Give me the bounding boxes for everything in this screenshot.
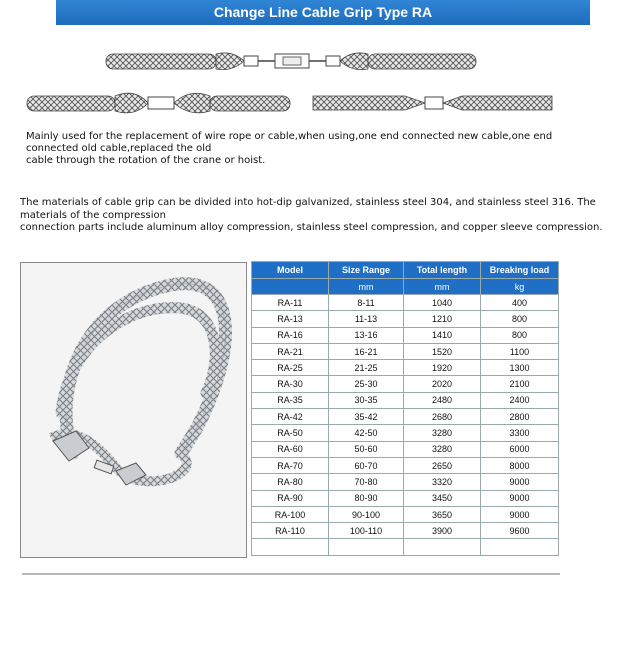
table-row: RA-13 11-13 1210 800 — [252, 311, 559, 327]
table-row: RA-25 21-25 1920 1300 — [252, 360, 559, 376]
table-row: RA-110 100-110 3900 9600 — [252, 523, 559, 539]
col-header-model: Model — [252, 262, 329, 279]
table-row: RA-70 60-70 2650 8000 — [252, 457, 559, 473]
table-row: RA-100 90-100 3650 9000 — [252, 506, 559, 522]
usage-description: Mainly used for the replacement of wire rope or cable,when using,one end connected new cable,one end connected old cable,replaced the old cable through the rotation of the crane or hoist. — [26, 131, 553, 166]
col-header-size-range: Size Range — [329, 262, 404, 279]
table-units-row: mm mm kg — [252, 279, 559, 295]
table-row: RA-11 8-11 1040 400 — [252, 295, 559, 311]
page-title: Change Line Cable Grip Type RA — [213, 4, 433, 20]
materials-description: The materials of cable grip can be divided into hot-dip galvanized, stainless steel 304, and stainless steel 316. The materials of the compression connection parts include aluminum alloy compression, stainless steel compression, and copper sleeve compression. — [20, 197, 603, 233]
table-row: RA-30 25-30 2020 2100 — [252, 376, 559, 392]
table-empty-row — [252, 539, 559, 556]
specification-table — [251, 261, 559, 556]
table-row: RA-42 35-42 2680 2800 — [252, 409, 559, 425]
col-header-breaking-load: Breaking load — [481, 262, 559, 279]
tapered-grip-drawing — [313, 96, 552, 110]
col-header-total-length: Total length — [404, 262, 481, 279]
table-row: RA-80 70-80 3320 9000 — [252, 474, 559, 490]
table-header-row — [252, 262, 559, 279]
single-swivel-grip-drawing — [27, 93, 290, 113]
cable-grip-photo — [21, 263, 246, 557]
double-grip-drawing — [106, 53, 476, 70]
table-row: RA-90 80-90 3450 9000 — [252, 490, 559, 506]
table-row: RA-21 16-21 1520 1100 — [252, 343, 559, 359]
table-row: RA-35 30-35 2480 2400 — [252, 392, 559, 408]
product-photo — [20, 262, 247, 558]
table-row: RA-50 42-50 3280 3300 — [252, 425, 559, 441]
table-row: RA-60 50-60 3280 6000 — [252, 441, 559, 457]
table-row: RA-16 13-16 1410 800 — [252, 327, 559, 343]
divider — [22, 573, 560, 575]
